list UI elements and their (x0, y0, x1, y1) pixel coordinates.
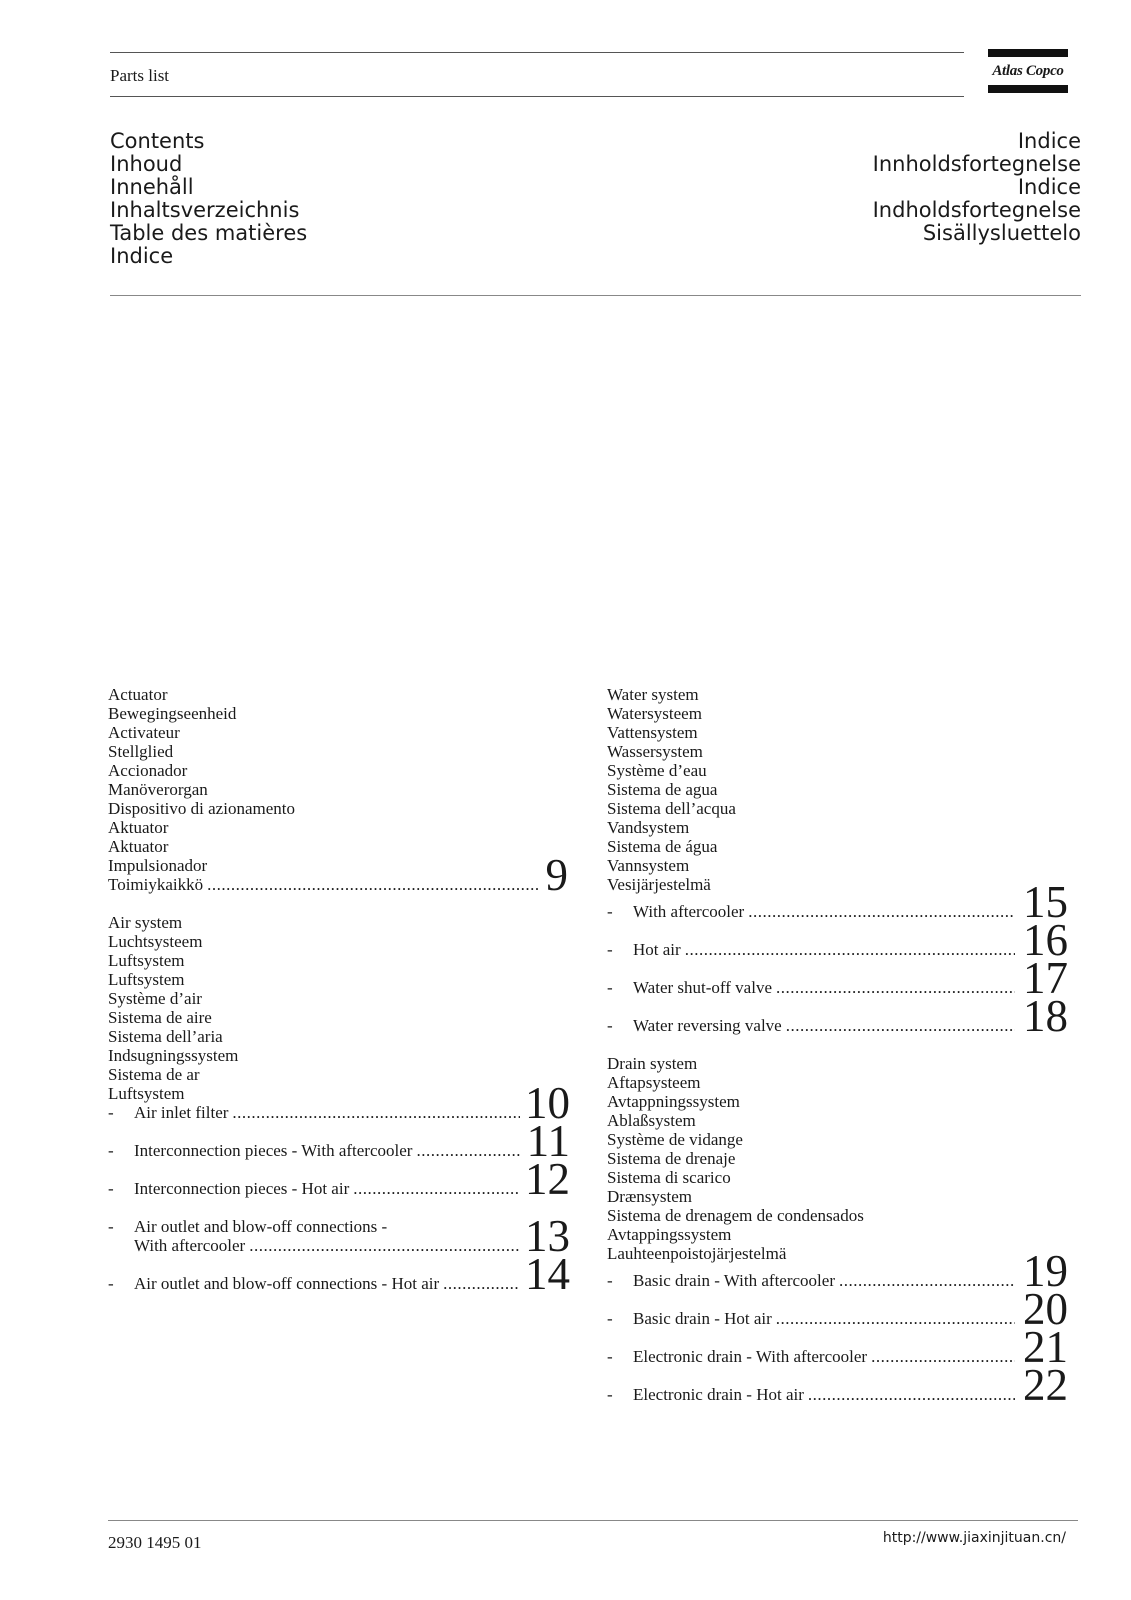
toc-entry-label: Basic drain - With aftercooler (633, 1271, 835, 1290)
dot-leader (871, 1347, 1015, 1366)
contents-title: Table des matières (110, 221, 308, 245)
entry-dash: - (108, 1217, 114, 1236)
page-number: 16 (1023, 915, 1068, 965)
dot-leader (353, 1179, 520, 1198)
section-title: Luftsystem (108, 970, 185, 989)
contents-title: Innholdsfortegnelse (872, 152, 1081, 176)
section-title: Avtappningssystem (607, 1092, 740, 1111)
toc-entry[interactable] (607, 1284, 1070, 1334)
page-number: 9 (545, 850, 568, 900)
toc-entry[interactable] (607, 991, 1070, 1041)
entry-dash: - (607, 1347, 613, 1366)
contents-titles-right (873, 130, 1081, 245)
section-title: Luftsystem (108, 951, 185, 970)
contents-title: Inhoud (110, 152, 183, 176)
actuator-section (108, 685, 570, 900)
contents-title: Indholdsfortegnelse (872, 198, 1081, 222)
section-title: Air system (108, 913, 183, 932)
dot-leader (786, 1016, 1015, 1035)
dot-leader (232, 1103, 520, 1122)
toc-entry-label: Toimiykaikkö (108, 875, 204, 894)
toc-entry-label: Water shut-off valve (633, 978, 772, 997)
section-title: Drain system (607, 1054, 698, 1073)
entry-dash: - (108, 1179, 114, 1198)
air-system-section (108, 913, 570, 1299)
section-title: Dispositivo di azionamento (108, 799, 295, 818)
section-title: Accionador (108, 761, 188, 780)
section-title: Vattensystem (607, 723, 698, 742)
entry-dash: - (607, 1385, 613, 1404)
toc-entry[interactable] (108, 1116, 570, 1166)
section-title: Impulsionador (108, 856, 208, 875)
page-number: 12 (525, 1154, 570, 1204)
section-title: Sistema de água (607, 837, 718, 856)
section-title: Vesijärjestelmä (607, 875, 711, 894)
section-title: Wassersystem (607, 742, 703, 761)
header-top-rule (110, 52, 964, 53)
toc-entry[interactable] (108, 1249, 570, 1299)
section-title: Sistema di scarico (607, 1168, 731, 1187)
toc-entry[interactable] (607, 915, 1070, 965)
dot-leader (685, 940, 1015, 959)
section-title: Système d’eau (607, 761, 707, 780)
section-title: Manöverorgan (108, 780, 208, 799)
dot-leader (207, 875, 540, 894)
dot-leader (776, 1309, 1015, 1328)
entry-dash: - (607, 940, 613, 959)
section-title: Système d’air (108, 989, 202, 1008)
section-title: Sistema de ar (108, 1065, 200, 1084)
contents-title: Indice (1017, 129, 1081, 153)
section-title: Bewegingseenheid (108, 704, 237, 723)
page-number: 14 (525, 1249, 570, 1299)
section-title: Sistema de aire (108, 1008, 212, 1027)
page-number: 19 (1023, 1246, 1068, 1296)
section-title: Aktuator (108, 818, 169, 837)
toc-entry-label: Electronic drain - Hot air (633, 1385, 804, 1404)
toc-entry-label: Air inlet filter (134, 1103, 229, 1122)
toc-entry-label: With aftercooler (633, 902, 745, 921)
entry-dash: - (108, 1141, 114, 1160)
contents-title: Indice (110, 244, 174, 268)
dot-leader (748, 902, 1015, 921)
drain-system-section (607, 1054, 1070, 1410)
section-title: Aktuator (108, 837, 169, 856)
contents-title: Sisällysluettelo (922, 221, 1081, 245)
entry-dash: - (607, 1309, 613, 1328)
page-number: 13 (525, 1211, 570, 1261)
contents-title: Contents (110, 129, 205, 153)
section-title: Vandsystem (607, 818, 690, 837)
section-title: Sistema de agua (607, 780, 718, 799)
toc-entry[interactable] (607, 1322, 1070, 1372)
footer-rule (108, 1520, 1078, 1521)
section-title: Ablaßsystem (607, 1111, 696, 1130)
section-title: Actuator (108, 685, 168, 704)
contents-titles-left (110, 130, 307, 268)
section-title: Sistema dell’acqua (607, 799, 736, 818)
toc-entry[interactable] (607, 953, 1070, 1003)
logo-text: Atlas Copco (992, 63, 1064, 79)
section-title: Luchtsysteem (108, 932, 203, 951)
logo-bottom-bar (988, 85, 1068, 93)
section-title: Avtappingssystem (607, 1225, 732, 1244)
section-title: Vannsystem (607, 856, 690, 875)
dot-leader (839, 1271, 1015, 1290)
page-number: 10 (525, 1078, 570, 1128)
page-number: 20 (1023, 1284, 1068, 1334)
toc-left-column (108, 685, 570, 1299)
page-number: 21 (1023, 1322, 1068, 1372)
section-title: Stellglied (108, 742, 174, 761)
dot-leader (249, 1236, 520, 1255)
toc-entry-first-line (108, 1217, 570, 1236)
document-number: 2930 1495 01 (108, 1533, 202, 1552)
section-title: Drænsystem (607, 1187, 692, 1206)
dot-leader (776, 978, 1015, 997)
contents-title: Inhaltsverzeichnis (110, 198, 300, 222)
toc-entry-label: Water reversing valve (633, 1016, 782, 1035)
section-title: Sistema de drenagem de condensados (607, 1206, 864, 1225)
entry-dash: - (607, 978, 613, 997)
page-number: 18 (1023, 991, 1068, 1041)
section-title: Activateur (108, 723, 180, 742)
contents-title: Innehåll (110, 175, 194, 199)
entry-dash: - (607, 902, 613, 921)
dot-leader (443, 1274, 520, 1293)
section-title: Aftapsysteem (607, 1073, 701, 1092)
section-title: Watersysteem (607, 704, 702, 723)
section-title: Sistema dell’aria (108, 1027, 223, 1046)
toc-entry[interactable] (108, 1154, 570, 1204)
entry-dash: - (108, 1103, 114, 1122)
footer-url-link[interactable]: http://www.jiaxinjituan.cn/ (882, 1530, 1066, 1546)
section-title: Water system (607, 685, 699, 704)
toc-entry-label: Air outlet and blow-off connections - (134, 1217, 388, 1236)
dot-leader (416, 1141, 520, 1160)
entry-dash: - (607, 1016, 613, 1035)
header-bottom-rule (110, 96, 964, 97)
toc-entry-label: Electronic drain - With aftercooler (633, 1347, 868, 1366)
water-system-section (607, 685, 1070, 1041)
toc-entry-label: Interconnection pieces - With aftercooler (134, 1141, 413, 1160)
toc-entry-label: With aftercooler (134, 1236, 246, 1255)
section-title: Lauhteenpoistojärjestelmä (607, 1244, 787, 1263)
section-title: Indsugningssystem (108, 1046, 239, 1065)
page-number: 22 (1023, 1360, 1068, 1410)
toc-entry-label: Interconnection pieces - Hot air (134, 1179, 350, 1198)
contents-rule (110, 295, 1081, 296)
logo-top-bar (988, 49, 1068, 57)
toc-entry-label: Air outlet and blow-off connections - Hot air (134, 1274, 440, 1293)
atlas-copco-logo (988, 49, 1068, 93)
entry-dash: - (108, 1274, 114, 1293)
page-number: 15 (1023, 877, 1068, 927)
toc-right-column (607, 685, 1070, 1410)
toc-entry-label: Hot air (633, 940, 681, 959)
header-label: Parts list (110, 66, 170, 85)
page-number: 11 (526, 1116, 570, 1166)
toc-entry-label: Basic drain - Hot air (633, 1309, 772, 1328)
section-title: Système de vidange (607, 1130, 743, 1149)
contents-title: Indice (1017, 175, 1081, 199)
section-title: Sistema de drenaje (607, 1149, 736, 1168)
section-title: Luftsystem (108, 1084, 185, 1103)
dot-leader (808, 1385, 1015, 1404)
entry-dash: - (607, 1271, 613, 1290)
toc-entry[interactable] (607, 1360, 1070, 1410)
page-number: 17 (1023, 953, 1068, 1003)
